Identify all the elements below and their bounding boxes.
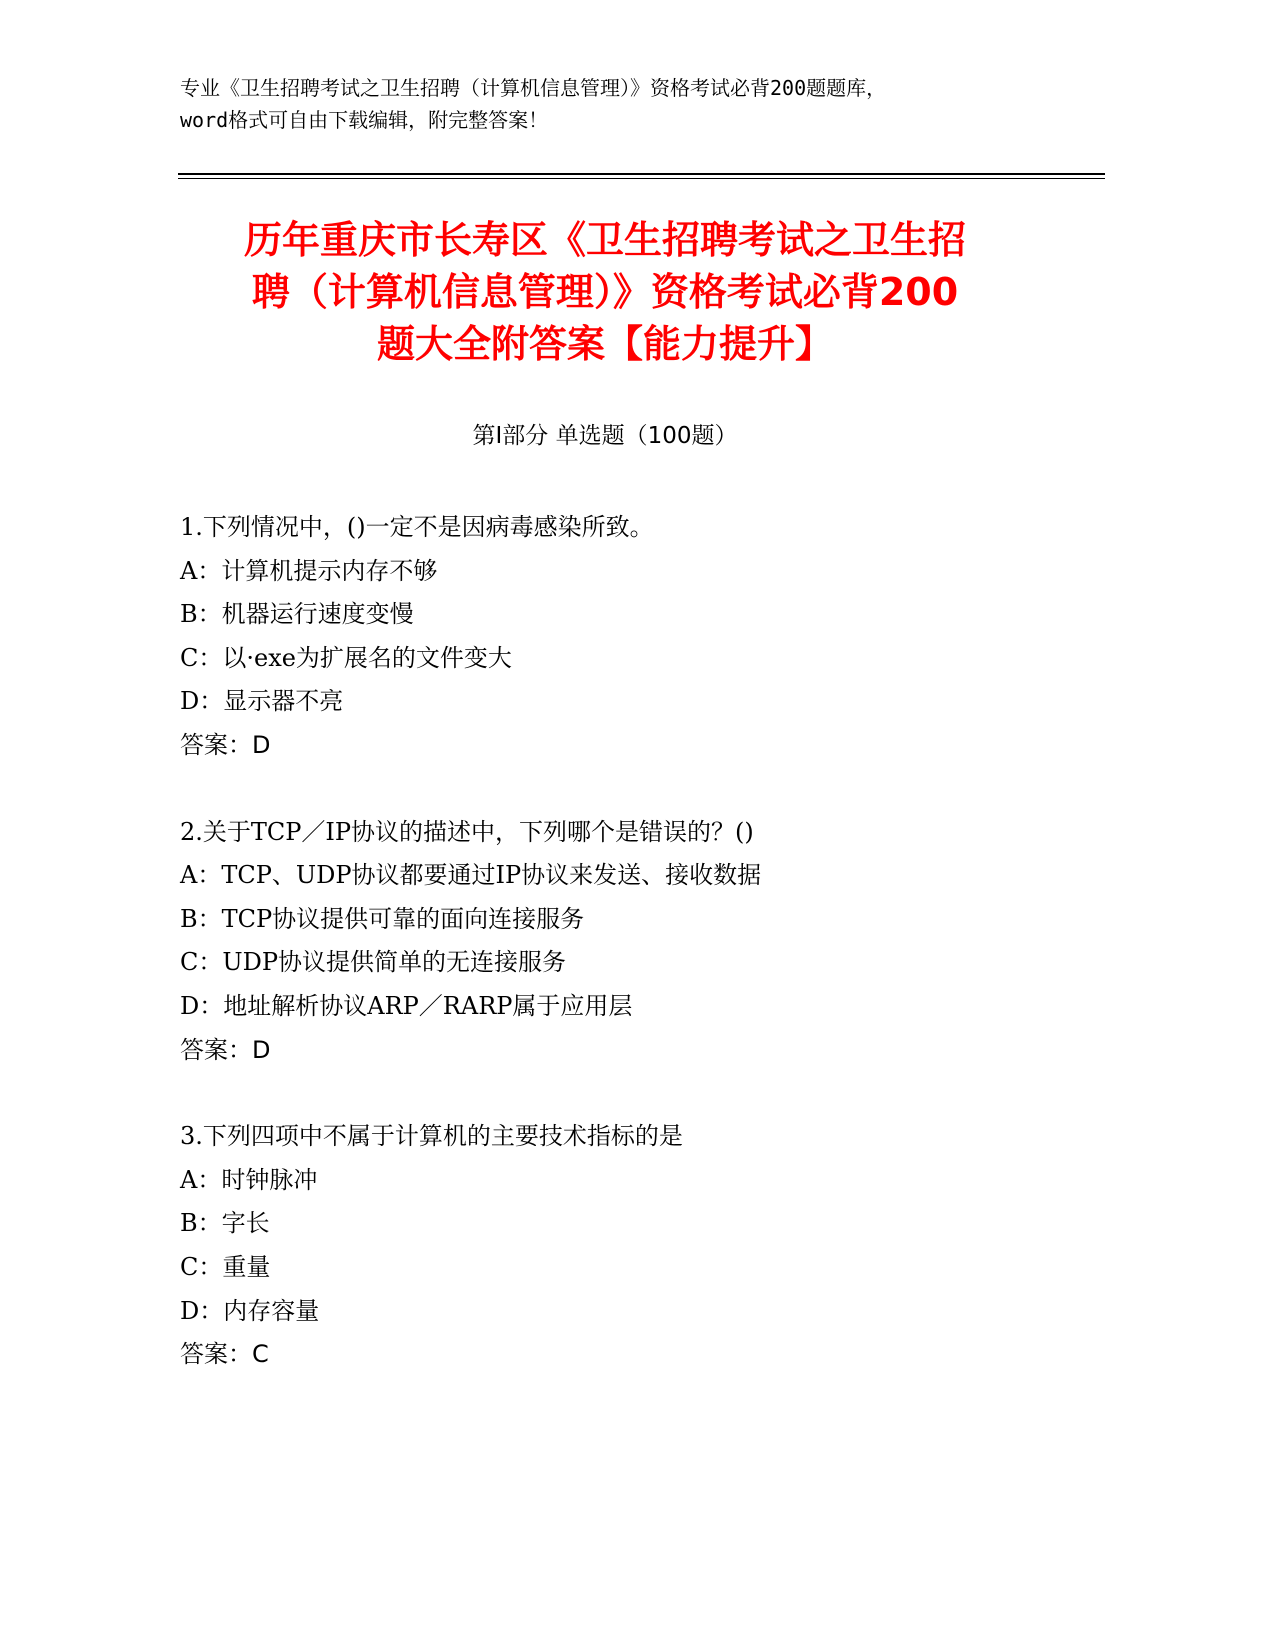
question-list <box>180 506 1100 1420</box>
option-b: B：TCP协议提供可靠的面向连接服务 <box>180 904 585 933</box>
question-stem: 2.关于TCP／IP协议的描述中，下列哪个是错误的？() <box>180 817 754 846</box>
header-divider-thin <box>178 178 1105 179</box>
question-item <box>180 1115 1100 1377</box>
document-title-line-2: 聘（计算机信息管理）》资格考试必背200 <box>251 270 959 314</box>
question-stem: 1.下列情况中，()一定不是因病毒感染所致。 <box>180 513 654 541</box>
option-d: D：内存容量 <box>180 1296 320 1325</box>
header-divider-thick <box>178 173 1105 175</box>
answer-line: 答案：D <box>180 1035 271 1064</box>
option-d: D：显示器不亮 <box>180 687 344 716</box>
option-b: B：机器运行速度变慢 <box>180 600 414 629</box>
answer-line: 答案：C <box>180 1340 269 1369</box>
question-item <box>180 506 1100 768</box>
option-c: C：重量 <box>180 1252 271 1281</box>
section-heading: 第Ⅰ部分 单选题（100题） <box>472 423 738 449</box>
option-d: D：地址解析协议ARP／RARP属于应用层 <box>180 991 633 1020</box>
header-note-line-1: 专业《卫生招聘考试之卫生招聘（计算机信息管理）》资格考试必背200题题库， <box>180 76 887 100</box>
option-c: C：UDP协议提供简单的无连接服务 <box>180 948 566 977</box>
option-b: B：字长 <box>180 1209 270 1238</box>
header-note-line-2: word格式可自由下载编辑，附完整答案！ <box>180 108 549 132</box>
option-c: C：以·exe为扩展名的文件变大 <box>180 643 512 672</box>
document-title-line-3: 题大全附答案【能力提升】 <box>376 322 833 366</box>
document-title-line-1: 历年重庆市长寿区《卫生招聘考试之卫生招 <box>243 218 966 262</box>
question-item <box>180 811 1100 1073</box>
document-title <box>180 214 1030 370</box>
header-note <box>180 72 1100 136</box>
answer-line: 答案：D <box>180 730 271 759</box>
option-a: A：时钟脉冲 <box>180 1165 318 1194</box>
option-a: A：计算机提示内存不够 <box>180 556 438 585</box>
option-a: A：TCP、UDP协议都要通过IP协议来发送、接收数据 <box>180 861 762 890</box>
question-stem: 3.下列四项中不属于计算机的主要技术指标的是 <box>180 1122 683 1151</box>
